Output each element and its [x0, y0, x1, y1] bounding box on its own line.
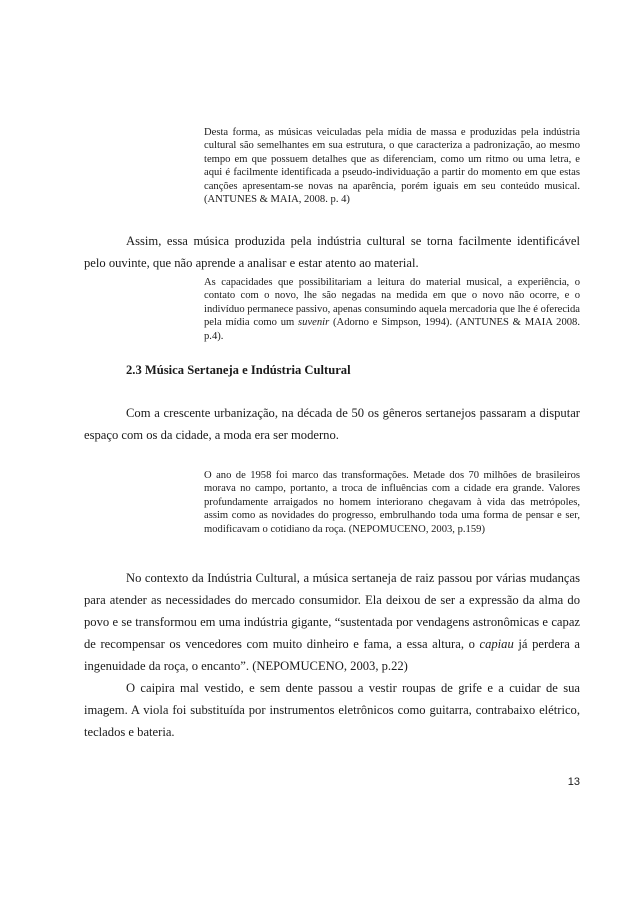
- quote-text: Desta forma, as músicas veiculadas pela mídia de massa e produzidas pela indústria cultural são semelhantes em sua estrutura, o que caracteriza a padronização, ao mesmo tempo em que possuem detalhes que as diferenciam, como um ritmo ou uma letra, e aqui é facilmente identificada a pseudo-individuação a partir do momento em que estas canções apresentam-se novas na aparência, porém iguais em seu conteúdo musical. (ANTUNES & MAIA, 2008. p. 4): [204, 127, 580, 206]
- block-quote-nepomuceno: [204, 469, 580, 536]
- block-quote-antunes-maia-2: [204, 276, 580, 343]
- paragraph-text: Com a crescente urbanização, na década de 50 os gêneros sertanejos passaram a disputar espaço com os da cidade, a moda era ser moderno.: [84, 406, 580, 442]
- quote-text: O ano de 1958 foi marco das transformações. Metade dos 70 milhões de brasileiros morava no campo, portanto, a troca de influências com a cidade era grande. Valores profundamente arraigados no homem interiorano chegavam à vida das metrópoles, assim como as novidades do progresso, embrulhando toda uma forma de pensar e ser, modificavam o cotidiano da roça. (NEPOMUCENO, 2003, p.159): [204, 470, 580, 535]
- paragraph-text: Assim, essa música produzida pela indústria cultural se torna facilmente identificável pelo ouvinte, que não aprende a analisar e estar atento ao material.: [84, 234, 580, 270]
- block-quote-antunes-maia-1: [204, 126, 580, 206]
- paragraph-italic-term: capiau: [479, 637, 514, 651]
- paragraph-text: O caipira mal vestido, e sem dente passou a vestir roupas de grife e a cuidar de sua imagem. A viola foi substituída por instrumentos eletrônicos como guitarra, contrabaixo elétrico, teclados e bateria.: [84, 681, 580, 739]
- paragraph-text-before: No contexto da Indústria Cultural, a música sertaneja de raiz passou por várias mudanças para atender as necessidades do mercado consumidor. Ela deixou de ser a expressão da alma do povo e se transformou em uma indústria gigante, “sustentada por vendagens astronômicas e capaz de recompensar os vencedores com muito dinheiro e fama, a essa altura, o: [84, 571, 580, 651]
- paragraph-text-after: já perdera a ingenuidade da roça, o encanto”. (NEPOMUCENO, 2003, p.22): [84, 637, 581, 673]
- paragraph-contexto: [84, 567, 580, 677]
- paragraph-urbanizacao: [84, 402, 580, 446]
- page-number: 13: [567, 776, 580, 788]
- quote-italic-term: suvenir: [298, 317, 330, 329]
- quote-text-before: As capacidades que possibilitariam a leitura do material musical, a experiência, o contato com o novo, lhe são negadas na medida em que o novo não ocorre, e o indivíduo permanece passivo, apenas consumindo aquela mercadoria que lhe é oferecida pela mídia como um: [204, 277, 580, 329]
- paragraph-assim: [84, 230, 580, 274]
- section-heading: 2.3 Música Sertaneja e Indústria Cultural: [126, 363, 351, 377]
- quote-text-after: (Adorno e Simpson, 1994). (ANTUNES & MAIA 2008. p.4).: [204, 317, 580, 342]
- paragraph-caipira: [84, 677, 580, 743]
